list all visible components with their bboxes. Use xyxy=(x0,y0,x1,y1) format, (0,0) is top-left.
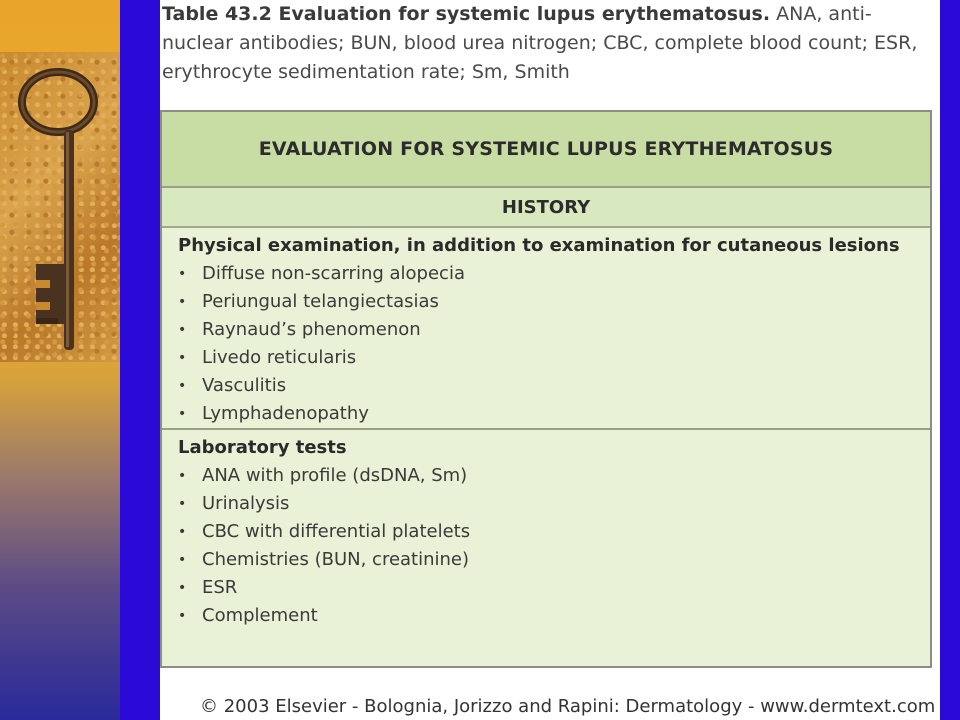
key-photo xyxy=(0,52,120,362)
bullet-icon: • xyxy=(178,350,187,366)
list-item: • ESR xyxy=(178,574,916,602)
antique-key-icon xyxy=(0,52,120,362)
bullet-icon: • xyxy=(178,608,187,624)
caption-title: Table 43.2 Evaluation for systemic lupus erythematosus. xyxy=(162,3,771,25)
list-item: • Diffuse non-scarring alopecia xyxy=(178,260,916,288)
right-blue-bar xyxy=(940,0,960,720)
list-item: • CBC with differential platelets xyxy=(178,518,916,546)
bullet-icon: • xyxy=(178,524,187,540)
bullet-icon: • xyxy=(178,266,187,282)
evaluation-table xyxy=(160,110,932,668)
list-item: • Periungual telangiectasias xyxy=(178,288,916,316)
history-header: HISTORY xyxy=(162,188,930,228)
caption-text: ANA, anti-nuclear antibodies; BUN, blood urea nitrogen; CBC, complete blood count; ESR, erythrocyte sedimentation rate; Sm, Smith xyxy=(162,3,918,83)
list-item: • Vasculitis xyxy=(178,372,916,400)
list-item: • ANA with profile (dsDNA, Sm) xyxy=(178,462,916,490)
table-caption xyxy=(162,0,940,87)
list-item: • Chemistries (BUN, creatinine) xyxy=(178,546,916,574)
bullet-icon: • xyxy=(178,580,187,596)
bullet-icon: • xyxy=(178,406,187,422)
laboratory-section xyxy=(162,430,930,630)
table-title: EVALUATION FOR SYSTEMIC LUPUS ERYTHEMATOSUS xyxy=(162,112,930,188)
laboratory-heading: Laboratory tests xyxy=(178,437,347,458)
bullet-icon: • xyxy=(178,294,187,310)
list-item: • Livedo reticularis xyxy=(178,344,916,372)
list-item: • Complement xyxy=(178,602,916,630)
copyright-footer: © 2003 Elsevier - Bolognia, Jorizzo and Rapini: Dermatology - www.dermtext.com xyxy=(200,696,936,717)
bullet-icon: • xyxy=(178,322,187,338)
blue-stripe xyxy=(120,0,160,720)
list-item: • Raynaud’s phenomenon xyxy=(178,316,916,344)
bullet-icon: • xyxy=(178,468,187,484)
physical-exam-section xyxy=(162,228,930,430)
physical-exam-heading: Physical examination, in addition to examination for cutaneous lesions xyxy=(178,235,900,256)
list-item: • Urinalysis xyxy=(178,490,916,518)
list-item: • Lymphadenopathy xyxy=(178,400,916,428)
bullet-icon: • xyxy=(178,552,187,568)
bullet-icon: • xyxy=(178,378,187,394)
bullet-icon: • xyxy=(178,496,187,512)
